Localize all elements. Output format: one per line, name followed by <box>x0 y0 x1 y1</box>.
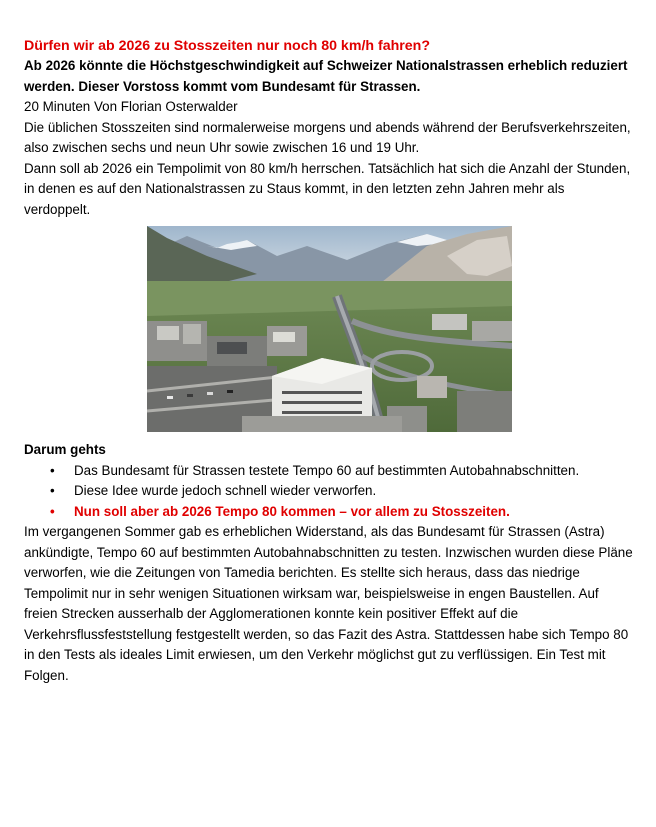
list-item-text: Nun soll aber ab 2026 Tempo 80 kommen – vor allem zu Stosszeiten. <box>74 503 510 519</box>
paragraph-details: Im vergangenen Sommer gab es erheblichen Widerstand, als das Bundesamt für Strassen (Astra) ankündigte, Tempo 60 auf bestimmten Autobahnabschnitten zu testen. Inzwischen wurden diese Pläne verworfen, wie die Zeitungen von Tamedia berichten. Es stellte sich heraus, dass das niedrige Tempolimit nur in sehr wenigen Situationen wirksam war, beispielsweise in engen Baustellen. Auf freien Strecken ausserhalb der Agglomerationen konnte kein positiver Effekt auf die Verkehrsflussfeststellung festgestellt werden, so das Fazit des Astra. Stattdessen habe sich Tempo 80 in den Tests als ideales Limit erwiesen, um den Verkehr möglichst gut zu verflüssigen. Ein Test mit Folgen. <box>24 524 633 683</box>
article <box>24 36 634 686</box>
list-item <box>24 481 634 502</box>
list-item-text: Das Bundesamt für Strassen testete Tempo 60 auf bestimmten Autobahnabschnitten. <box>74 462 580 478</box>
highway-aerial-photo <box>147 226 512 432</box>
bullet-icon: • <box>50 503 55 519</box>
bullet-list <box>24 461 634 523</box>
list-item-text: Diese Idee wurde jedoch schnell wieder verworfen. <box>74 483 377 498</box>
list-item <box>24 461 634 482</box>
paragraph-speed-limit: Dann soll ab 2026 ein Tempolimit von 80 km/h herrschen. Tatsächlich hat sich die Anzahl der Stunden, in denen es auf den Nationalstrassen zu Staus kommt, in den letzten zehn Jahren mehr als verdoppelt. <box>24 160 631 217</box>
article-byline: 20 Minuten Von Florian Osterwalder <box>24 99 238 114</box>
bullet-icon: • <box>50 483 55 498</box>
section-heading: Darum gehts <box>24 442 106 457</box>
bullet-icon: • <box>50 462 55 478</box>
photo-container <box>24 226 634 432</box>
article-title: Dürfen wir ab 2026 zu Stosszeiten nur noch 80 km/h fahren? <box>24 38 431 54</box>
paragraph-rush-hours: Die üblichen Stosszeiten sind normalerweise morgens und abends während der Berufsverkehrszeiten, also zwischen sechs und neun Uhr sowie zwischen 16 und 19 Uhr. <box>24 119 631 155</box>
article-lead: Ab 2026 könnte die Höchstgeschwindigkeit auf Schweizer Nationalstrassen erheblich reduziert werden. Dieser Vorstoss kommt vom Bundesamt für Strassen. <box>24 58 628 94</box>
list-item-highlighted <box>24 502 634 523</box>
